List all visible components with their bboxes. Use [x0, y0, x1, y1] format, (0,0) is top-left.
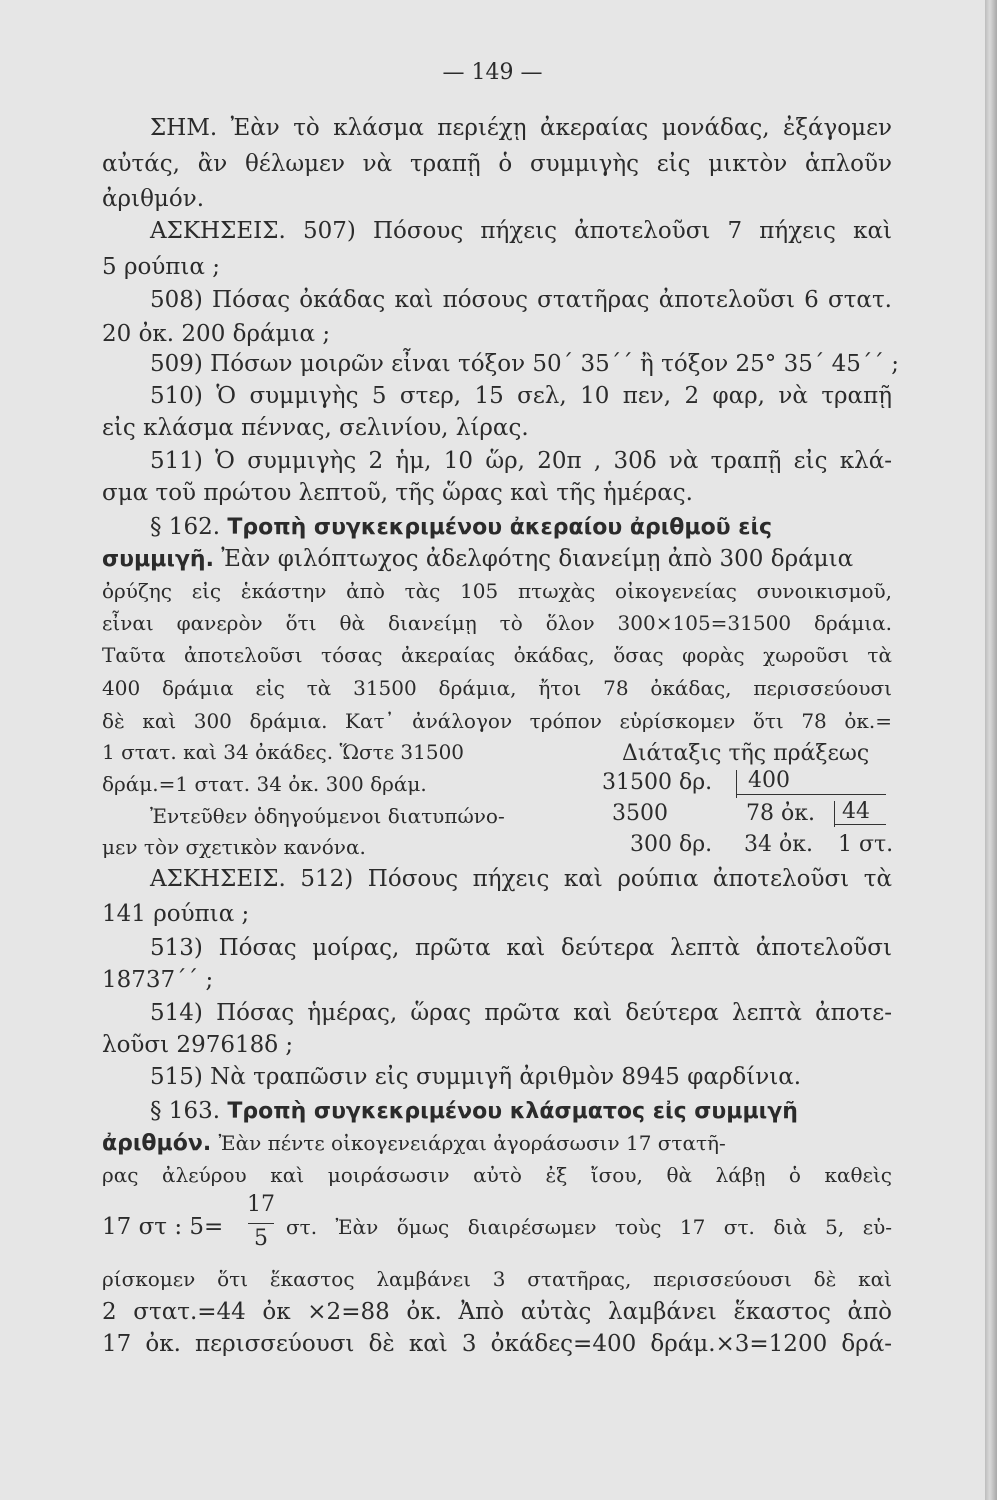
text-line: στ. Ἐὰν ὅμως διαιρέσωμεν τοὺς 17 στ. διὰ 5, εὑ-: [286, 1215, 892, 1239]
text-line: 17 ὀκ. περισσεύουσι δὲ καὶ 3 ὀκάδες=400 δράμ.×3=1200 δρά-: [102, 1331, 892, 1357]
section-title-cont: ἀριθμόν.: [102, 1131, 212, 1156]
section-title-cont: συμμιγῆ.: [102, 547, 214, 572]
section-title: Τροπὴ συγκεκριμένου ἀκεραίου ἀριθμοῦ εἰς: [227, 515, 773, 540]
text-line: 510) Ὁ συμμιγὴς 5 στερ, 15 σελ, 10 πεν, 2 φαρ, νὰ τραπῇ: [150, 383, 892, 409]
division-quotient-2: 34 ὀκ.: [744, 832, 813, 857]
text-line: 515) Νὰ τραπῶσιν εἰς συμμιγῆ ἀριθμὸν 8945 φαρδίνια.: [150, 1064, 802, 1090]
division-subtrahend: 3500: [612, 801, 668, 826]
division-rule: [834, 824, 886, 825]
text-line: 20 ὀκ. 200 δράμια ;: [102, 321, 331, 347]
text-line: ἀριθμόν.: [102, 186, 205, 212]
text-line: λοῦσι 297618δ ;: [102, 1032, 294, 1058]
text-line: 513) Πόσας μοίρας, πρῶτα καὶ δεύτερα λεπτὰ ἀποτελοῦσι: [150, 935, 892, 961]
text-line: εἶναι φανερὸν ὅτι θὰ διανείμῃ τὸ ὅλον 300×105=31500 δράμια.: [102, 611, 892, 635]
text-line: [102, 1128, 892, 1159]
text-line: 509) Πόσων μοιρῶν εἶναι τόξον 50΄ 35΄΄ ἢ τόξον 25° 35΄ 45΄΄ ;: [150, 351, 899, 377]
section-heading-162: [150, 512, 892, 543]
section-title: Τροπὴ συγκεκριμένου κλάσματος εἰς συμμιγῆ: [227, 1099, 798, 1124]
page-edge: [985, 0, 997, 1500]
division-quotient-1: 78 ὀκ.: [746, 801, 815, 826]
text-line: ΑΣΚΗΣΕΙΣ. 512) Πόσους πήχεις καὶ ρούπια ἀποτελοῦσι τὰ: [150, 866, 892, 892]
text-line: δράμ.=1 στατ. 34 ὀκ. 300 δράμ.: [102, 772, 427, 796]
section-number: § 162.: [150, 514, 221, 540]
text-line: εἰς κλάσμα πέννας, σελινίου, λίρας.: [102, 415, 529, 441]
text-line: 2 στατ.=44 ὀκ ×2=88 ὀκ. Ἀπὸ αὐτὰς λαμβάνει ἕκαστος ἀπὸ: [102, 1299, 892, 1325]
text-line: ὀρύζης εἰς ἑκάστην ἀπὸ τὰς 105 πτωχὰς οἰκογενείας συνοικισμοῦ,: [102, 579, 892, 603]
text-line: 17 στ : 5=: [102, 1214, 224, 1240]
text-line: Ἐντεῦθεν ὁδηγούμενοι διατυπώνο-: [150, 804, 505, 828]
text-line: αὐτάς, ἂν θέλωμεν νὰ τραπῇ ὁ συμμιγὴς εἰς μικτὸν ἁπλοῦν: [102, 151, 892, 177]
text-span: Ἐὰν φιλόπτωχος ἀδελφότης διανείμῃ ἀπὸ 300 δράμια: [221, 546, 854, 572]
fraction-numerator: 17: [247, 1192, 275, 1217]
text-line: 18737΄΄ ;: [102, 967, 214, 993]
division-divisor: 400: [748, 768, 790, 793]
division-caption: Διάταξις τῆς πράξεως: [622, 741, 870, 766]
division-dividend: 31500 δρ.: [602, 770, 713, 795]
division-quotient-3: 1 στ.: [838, 832, 894, 857]
text-line: σμα τοῦ πρώτου λεπτοῦ, τῆς ὥρας καὶ τῆς ἡμέρας.: [102, 480, 693, 506]
fraction-denominator: 5: [254, 1226, 268, 1251]
text-line: 1 στατ. καὶ 34 ὀκάδες. Ὥστε 31500: [102, 740, 465, 764]
text-line: ρίσκομεν ὅτι ἕκαστος λαμβάνει 3 στατῆρας, περισσεύουσι δὲ καὶ: [102, 1267, 892, 1291]
division-divisor-2: 44: [842, 799, 870, 824]
text-line: 514) Πόσας ἡμέρας, ὥρας πρῶτα καὶ δεύτερα λεπτὰ ἀποτε-: [150, 1000, 892, 1026]
page-number: — 149 —: [442, 60, 543, 85]
fraction-bar: [248, 1223, 274, 1224]
section-number: § 163.: [150, 1098, 221, 1124]
text-line: 141 ρούπια ;: [102, 901, 250, 927]
text-span: Ἐὰν πέντε οἰκογενειάρχαι ἀγοράσωσιν 17 στατῆ-: [218, 1131, 726, 1155]
text-line: 511) Ὁ συμμιγὴς 2 ἡμ, 10 ὥρ, 20π , 30δ νὰ τραπῇ εἰς κλά-: [150, 448, 892, 474]
text-line: ρας ἀλεύρου καὶ μοιράσωσιν αὐτὸ ἐξ ἴσου, θὰ λάβῃ ὁ καθεὶς: [102, 1163, 892, 1187]
text-line: Ταῦτα ἀποτελοῦσι τόσας ἀκεραίας ὀκάδας, ὅσας φορὰς χωροῦσι τὰ: [102, 643, 892, 667]
section-heading-163: [150, 1096, 892, 1127]
text-line: 5 ρούπια ;: [102, 254, 221, 280]
text-line: 400 δράμια εἰς τὰ 31500 δράμια, ἤτοι 78 ὀκάδας, περισσεύουσι: [102, 676, 892, 700]
division-remainder: 300 δρ.: [630, 832, 713, 857]
text-line: [102, 544, 892, 575]
division-rule: [736, 794, 886, 795]
text-line: δὲ καὶ 300 δράμια. Κατ᾽ ἀνάλογον τρόπον εὑρίσκομεν ὅτι 78 ὀκ.=: [102, 709, 892, 733]
text-line: μεν τὸν σχετικὸν κανόνα.: [102, 835, 366, 859]
text-line: 508) Πόσας ὀκάδας καὶ πόσους στατῆρας ἀποτελοῦσι 6 στατ.: [150, 287, 892, 313]
text-line: ΣΗΜ. Ἐὰν τὸ κλάσμα περιέχῃ ἀκεραίας μονάδας, ἐξάγομεν: [150, 115, 892, 141]
text-line: ΑΣΚΗΣΕΙΣ. 507) Πόσους πήχεις ἀποτελοῦσι 7 πήχεις καὶ: [150, 218, 892, 244]
